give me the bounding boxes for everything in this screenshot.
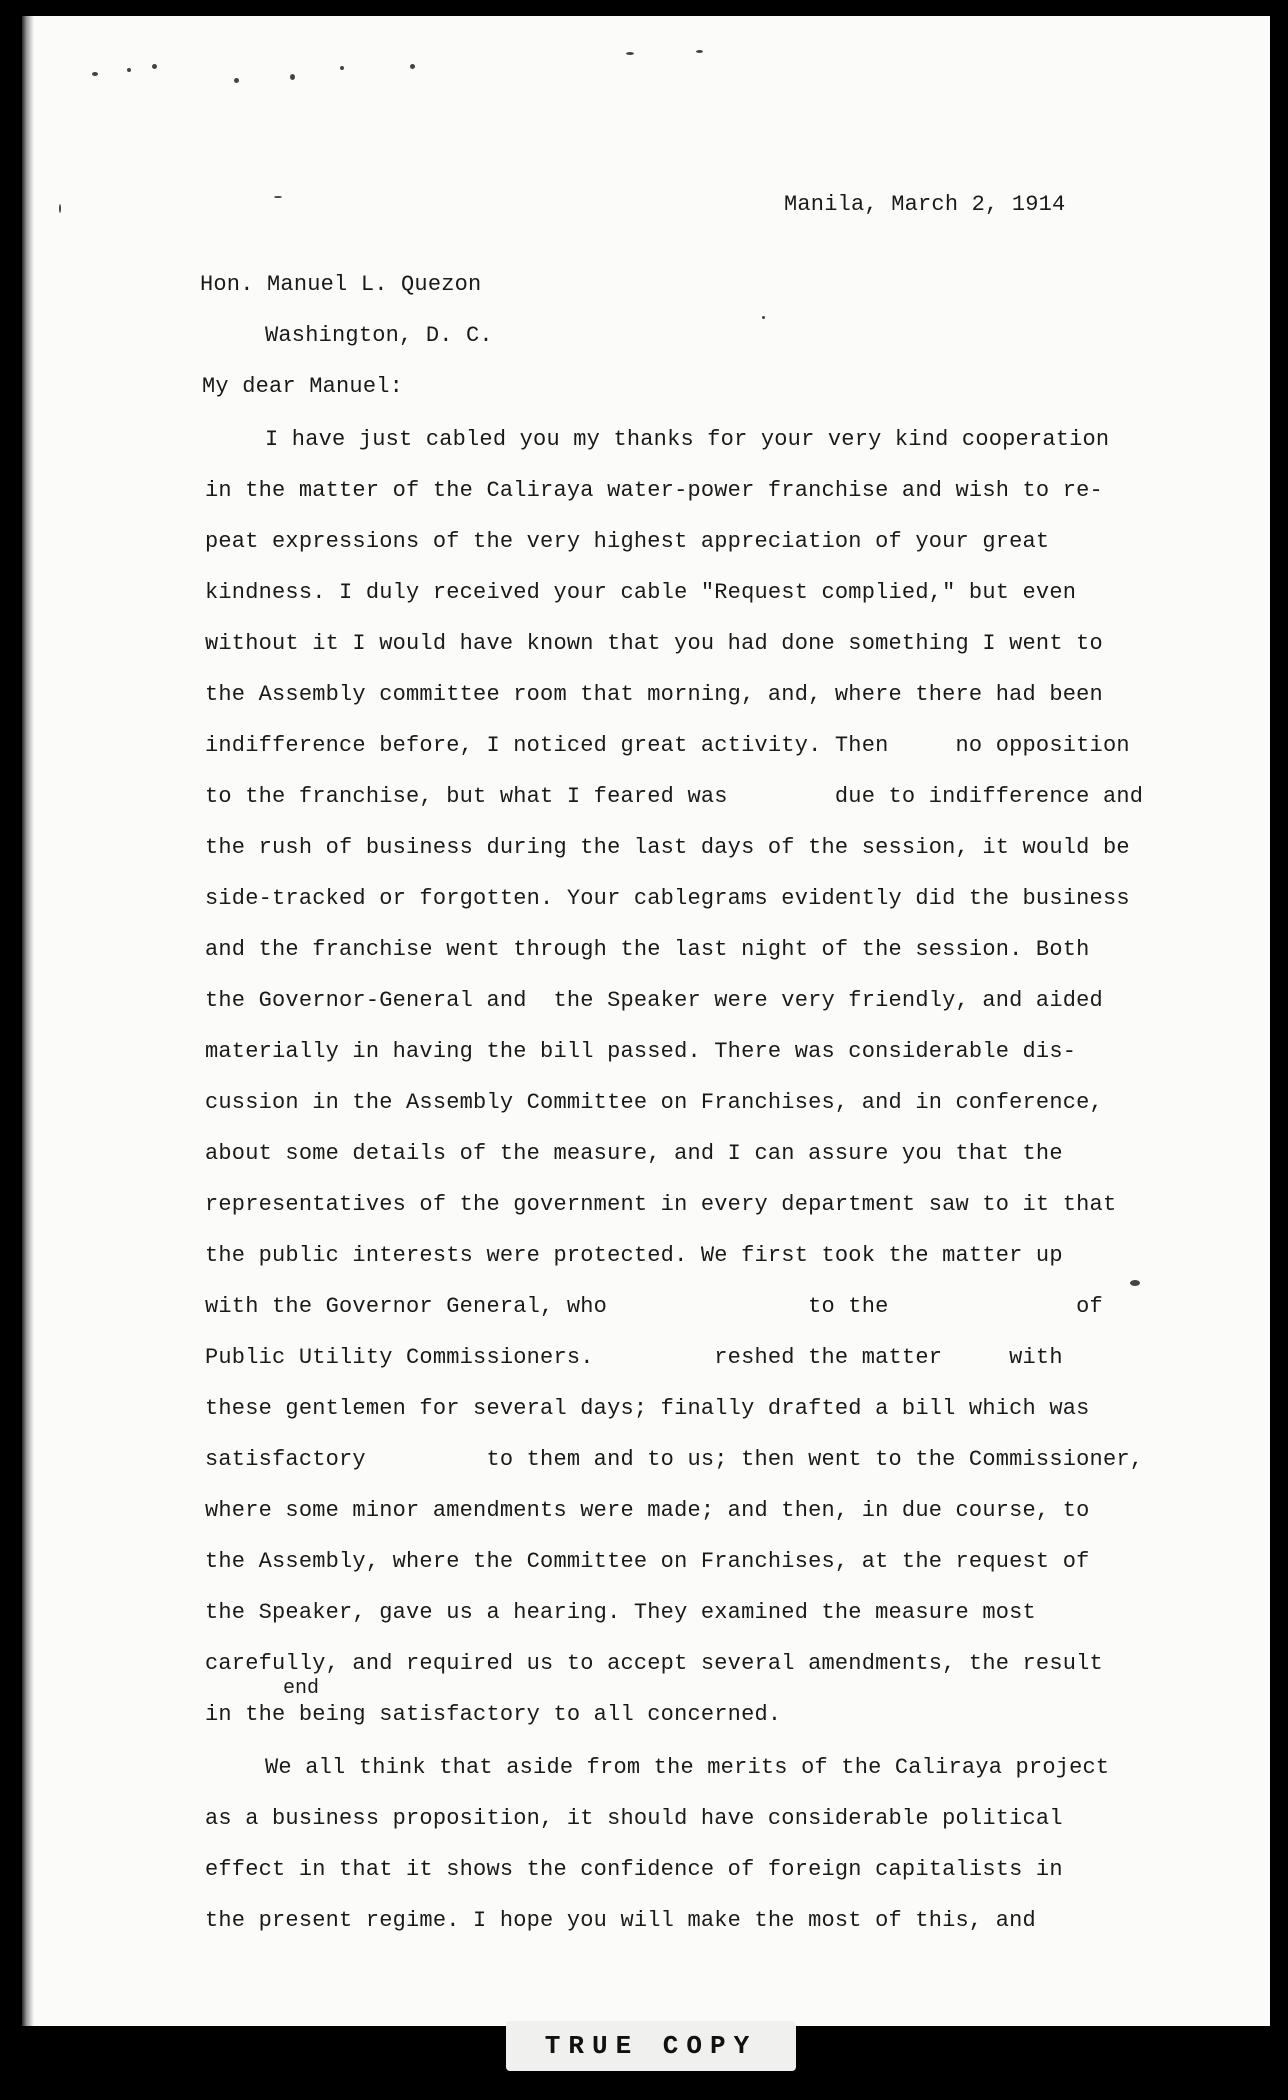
handwritten-insertion: end (283, 1677, 320, 1700)
true-copy-stamp: TRUE COPY (506, 2021, 796, 2071)
text-line: in the being satisfactory to all concerned. (205, 1702, 782, 1727)
text-line: the public interests were protected. We first took the matter up (205, 1243, 1063, 1268)
text-line: these gentlemen for several days; finally drafted a bill which was (205, 1396, 1090, 1421)
text-line: the Speaker, gave us a hearing. They examined the measure most (205, 1600, 1036, 1625)
text-line: the present regime. I hope you will make the most of this, and (205, 1908, 1036, 1933)
addressee-city: Washington, D. C. (265, 323, 493, 348)
typewritten-page (22, 16, 1270, 2026)
text-line: and the franchise went through the last night of the session. Both (205, 937, 1090, 962)
text-line: kindness. I duly received your cable "Request complied," but even (205, 580, 1077, 605)
text-line: the rush of business during the last days of the session, it would be (205, 835, 1130, 860)
text-line: about some details of the measure, and I can assure you that the (205, 1141, 1063, 1166)
text-line: to the franchise, but what I feared was due to indifference and (205, 784, 1144, 809)
text-line: satisfactory to them and to us; then went to the Commissioner, (205, 1447, 1144, 1472)
text-line: I have just cabled you my thanks for your very kind cooperation (265, 427, 1110, 452)
text-line: We all think that aside from the merits of the Caliraya project (265, 1755, 1110, 1780)
text-line: cussion in the Assembly Committee on Franchises, and in conference, (205, 1090, 1103, 1115)
text-line: peat expressions of the very highest appreciation of your great (205, 529, 1050, 554)
text-line: effect in that it shows the confidence of foreign capitalists in (205, 1857, 1063, 1882)
text-line: where some minor amendments were made; and then, in due course, to (205, 1498, 1090, 1523)
salutation: My dear Manuel: (202, 374, 404, 399)
text-line: materially in having the bill passed. There was considerable dis- (205, 1039, 1077, 1064)
text-line: carefully, and required us to accept several amendments, the result (205, 1651, 1103, 1676)
text-line: representatives of the government in every department saw to it that (205, 1192, 1117, 1217)
text-line: the Governor-General and the Speaker were very friendly, and aided (205, 988, 1103, 1013)
text-line: indifference before, I noticed great activity. Then no opposition (205, 733, 1130, 758)
addressee-name: Hon. Manuel L. Quezon (200, 272, 482, 297)
text-line: with the Governor General, who to the of (205, 1294, 1103, 1319)
letter-date: Manila, March 2, 1914 (784, 192, 1066, 217)
text-line: the Assembly, where the Committee on Franchises, at the request of (205, 1549, 1090, 1574)
text-line: without it I would have known that you had done something I went to (205, 631, 1103, 656)
text-line: in the matter of the Caliraya water-power franchise and wish to re- (205, 478, 1103, 503)
text-line: Public Utility Commissioners. reshed the matter with (205, 1345, 1063, 1370)
scan-edge-shadow (22, 16, 34, 2026)
text-line: as a business proposition, it should have considerable political (205, 1806, 1063, 1831)
text-line: the Assembly committee room that morning, and, where there had been (205, 682, 1103, 707)
text-line: side-tracked or forgotten. Your cablegrams evidently did the business (205, 886, 1130, 911)
